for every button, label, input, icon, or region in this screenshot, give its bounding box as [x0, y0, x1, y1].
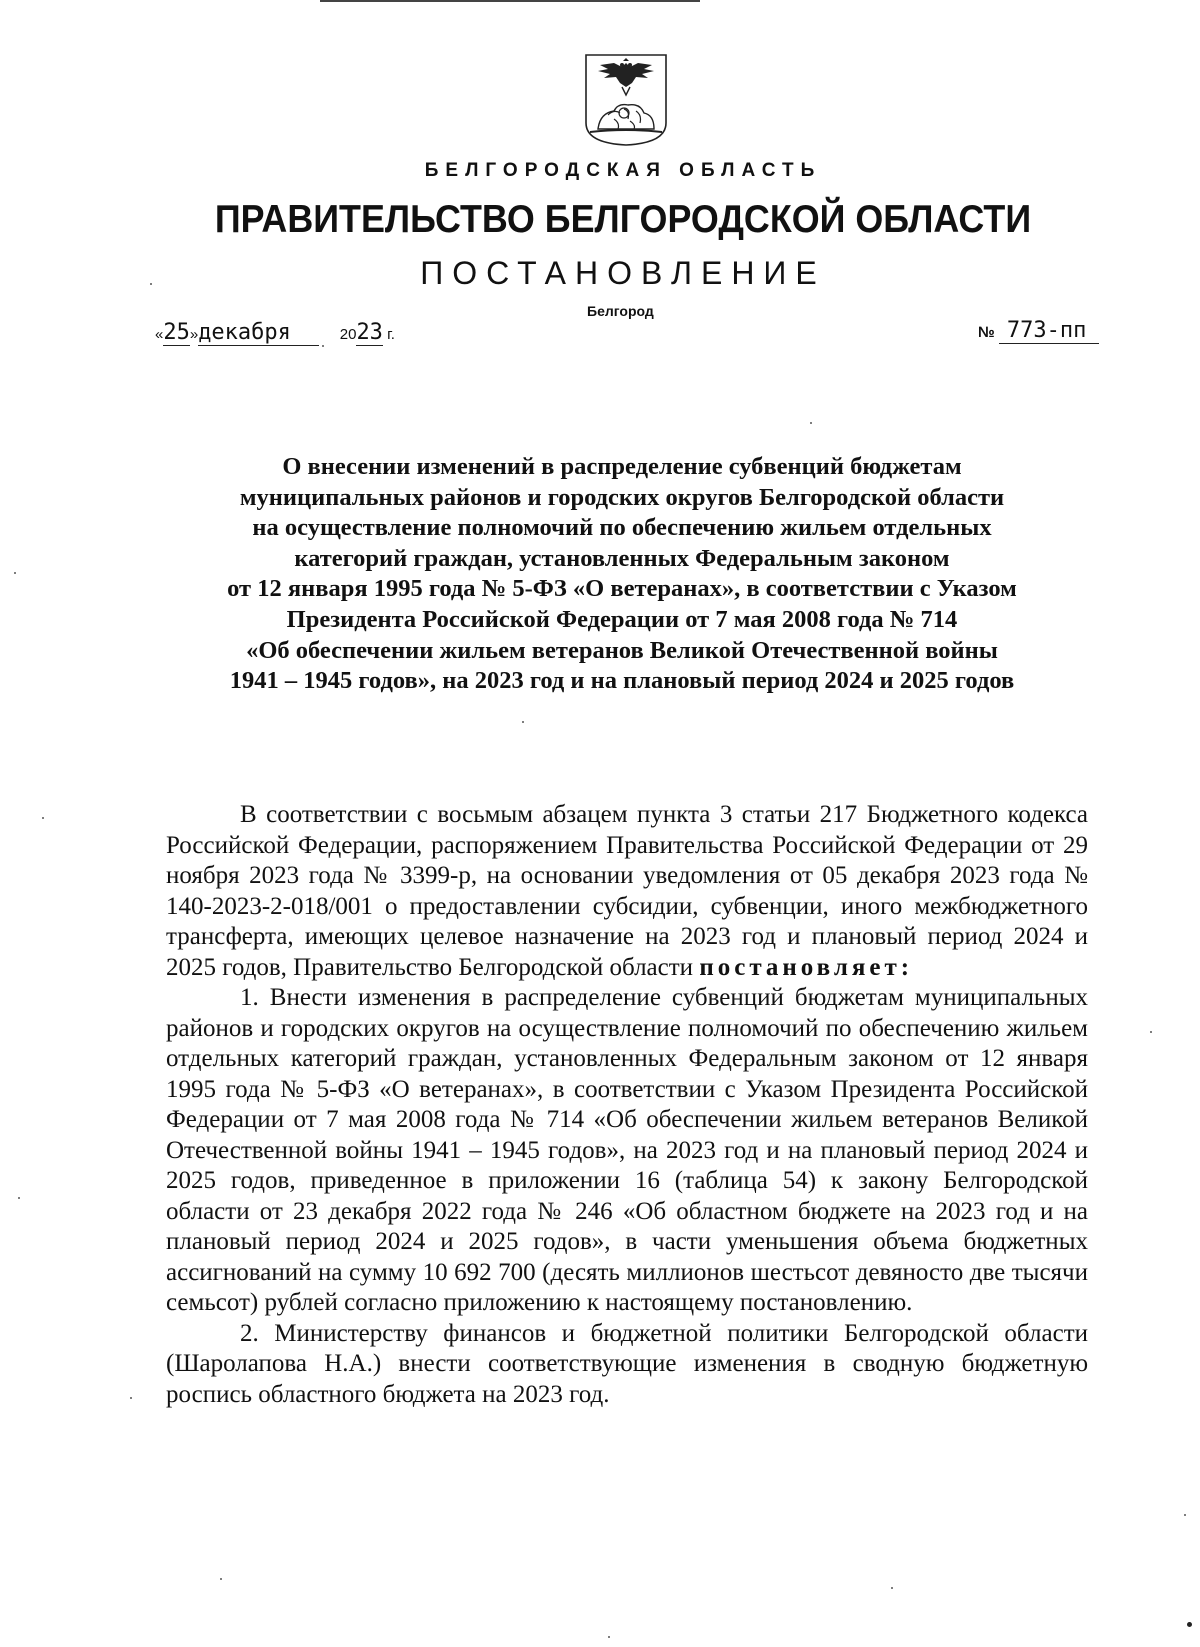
title-line: О внесении изменений в распределение субвенций бюджетам: [282, 453, 962, 480]
item-1-paragraph: 1. Внести изменения в распределение субвенций бюджетам муниципальных районов и городских округов на осуществление полномочий по обеспечению жильем отдельных категорий граждан, установленных Федеральным законом от 12 января 1995 года № 5-ФЗ «О ветеранах», в соответствии с Указом Президента Российской Федерации от 7 мая 2008 года № 714 «Об обеспечении жильем ветеранов Великой Отечественной войны 1941 – 1945 годов», на 2023 год и на плановый период 2024 и 2025 годов, приведенное в приложении 16 (таблица 54) к закону Белгородской области от 23 декабря 2022 года № 246 «Об областном бюджете на 2023 год и на плановый период 2024 и 2025 годов», в части уменьшения объема бюджетных ассигнований на сумму 10 692 700 (десять миллионов шестьсот девяносто две тысячи семьсот) рублей согласно приложению к настоящему постановлению.: [166, 984, 1088, 1316]
scan-dot: [42, 817, 44, 819]
scan-edge-line: [320, 0, 700, 2]
document-title: [160, 452, 1084, 697]
date-year-prefix: 20: [339, 326, 357, 343]
scan-dot: [608, 1636, 610, 1638]
number-value: 773-пп: [999, 318, 1099, 344]
title-line: «Об обеспечении жильем ветеранов Великой Отечественной войны: [246, 636, 998, 664]
decree-date: [155, 320, 395, 345]
coat-of-arms-icon: [584, 53, 668, 147]
document-type-heading: ПОСТАНОВЛЕНИЕ: [420, 255, 826, 291]
scan-dot: [891, 1587, 893, 1589]
scan-dot: [150, 283, 152, 285]
title-line: муниципальных районов и городских округов Белгородской области: [239, 483, 1005, 511]
region-heading: БЕЛГОРОДСКАЯ ОБЛАСТЬ: [424, 160, 822, 181]
date-year-abbr: г.: [387, 326, 395, 343]
date-day: 25: [163, 320, 190, 345]
title-line: на осуществление полномочий по обеспечению жильем отдельных: [252, 514, 992, 542]
number-label: №: [978, 324, 995, 341]
scan-dot: [1184, 1514, 1186, 1516]
scan-mark: [1187, 1622, 1192, 1627]
title-line: Президента Российской Федерации от 7 мая 2008 года № 714: [286, 605, 958, 633]
document-body: [166, 800, 1088, 1410]
scan-dot: [130, 1397, 132, 1399]
date-close-quote: »: [189, 326, 199, 343]
decree-number: [978, 318, 1099, 344]
date-open-quote: «: [155, 326, 164, 343]
preamble-paragraph: [166, 800, 1088, 983]
scan-dot: [1150, 1031, 1152, 1033]
preamble-text: В соответствии с восьмым абзацем пункта 3 статьи 217 Бюджетного кодекса Российской Федерации, распоряжением Правительства Российской Федерации от 29 ноября 2023 года № 3399-р, на основании уведомления от 05 декабря 2023 года № 140-2023-2-018/001 о предоставлении субсидии, субвенции, иного межбюджетного трансферта, имеющих целевое назначение на 2023 год и плановый период 2024 и 2025 годов, Правительство Белгородской области: [166, 801, 1088, 981]
title-line: категорий граждан, установленных Федеральным законом: [294, 544, 950, 572]
date-year-suffix: 23: [356, 320, 383, 345]
city-label: Белгород: [587, 303, 654, 319]
government-heading: ПРАВИТЕЛЬСТВО БЕЛГОРОДСКОЙ ОБЛАСТИ: [214, 198, 1032, 241]
resolves-keyword: постановляет:: [699, 953, 914, 981]
scan-dot: [18, 1197, 20, 1199]
title-line: от 12 января 1995 года № 5-ФЗ «О ветеранах», в соответствии с Указом: [227, 575, 1017, 603]
title-line: 1941 – 1945 годов», на 2023 год и на плановый период 2024 и 2025 годов: [229, 667, 1015, 695]
scan-dot: [810, 422, 812, 424]
scan-dot: [322, 345, 324, 347]
scan-dot: [14, 572, 16, 574]
item-2-paragraph: 2. Министерству финансов и бюджетной политики Белгородской области (Шаролапова Н.А.) внести соответствующие изменения в сводную бюджетную роспись областного бюджета на 2023 год.: [166, 1319, 1088, 1408]
scan-dot: [220, 1578, 222, 1580]
date-month: декабря: [198, 320, 319, 346]
scan-dot: [522, 721, 524, 723]
